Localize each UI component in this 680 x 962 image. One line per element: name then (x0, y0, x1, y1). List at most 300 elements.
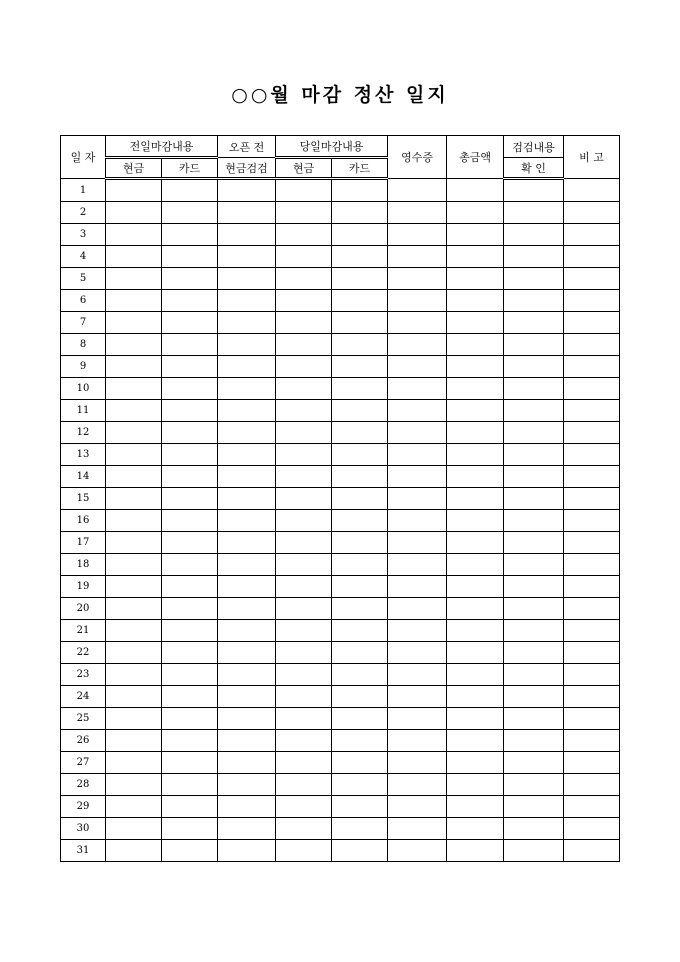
table-row (61, 444, 620, 466)
entry-cell[interactable] (106, 488, 162, 510)
entry-cell[interactable] (564, 444, 620, 466)
entry-cell[interactable] (218, 708, 276, 730)
entry-cell[interactable] (276, 730, 332, 752)
day-number: 19 (61, 576, 106, 598)
entry-cell[interactable] (447, 818, 504, 840)
entry-cell[interactable] (504, 334, 564, 356)
entry-cell[interactable] (388, 224, 447, 246)
entry-cell[interactable] (276, 356, 332, 378)
entry-cell[interactable] (162, 686, 218, 708)
entry-cell[interactable] (332, 334, 388, 356)
entry-cell[interactable] (162, 466, 218, 488)
entry-cell[interactable] (504, 818, 564, 840)
entry-cell[interactable] (276, 334, 332, 356)
entry-cell[interactable] (447, 488, 504, 510)
table-row (61, 290, 620, 312)
entry-cell[interactable] (218, 179, 276, 202)
entry-cell[interactable] (388, 202, 447, 224)
entry-cell[interactable] (504, 466, 564, 488)
entry-cell[interactable] (447, 642, 504, 664)
entry-cell[interactable] (162, 730, 218, 752)
entry-cell[interactable] (162, 444, 218, 466)
entry-cell[interactable] (332, 290, 388, 312)
entry-cell[interactable] (218, 422, 276, 444)
entry-cell[interactable] (447, 400, 504, 422)
entry-cell[interactable] (388, 510, 447, 532)
entry-cell[interactable] (388, 290, 447, 312)
entry-cell[interactable] (504, 179, 564, 202)
entry-cell[interactable] (218, 730, 276, 752)
entry-cell[interactable] (106, 510, 162, 532)
entry-cell[interactable] (276, 510, 332, 532)
entry-cell[interactable] (162, 664, 218, 686)
entry-cell[interactable] (504, 510, 564, 532)
entry-cell[interactable] (106, 730, 162, 752)
entry-cell[interactable] (447, 598, 504, 620)
entry-cell[interactable] (564, 488, 620, 510)
entry-cell[interactable] (447, 664, 504, 686)
entry-cell[interactable] (276, 378, 332, 400)
entry-cell[interactable] (106, 290, 162, 312)
entry-cell[interactable] (218, 466, 276, 488)
entry-cell[interactable] (388, 532, 447, 554)
entry-cell[interactable] (504, 422, 564, 444)
entry-cell[interactable] (332, 598, 388, 620)
entry-cell[interactable] (504, 576, 564, 598)
entry-cell[interactable] (162, 378, 218, 400)
entry-cell[interactable] (162, 400, 218, 422)
entry-cell[interactable] (564, 334, 620, 356)
entry-cell[interactable] (106, 202, 162, 224)
entry-cell[interactable] (162, 576, 218, 598)
entry-cell[interactable] (218, 752, 276, 774)
entry-cell[interactable] (388, 312, 447, 334)
entry-cell[interactable] (106, 708, 162, 730)
entry-cell[interactable] (332, 818, 388, 840)
entry-cell[interactable] (276, 686, 332, 708)
entry-cell[interactable] (332, 312, 388, 334)
entry-cell[interactable] (162, 224, 218, 246)
entry-cell[interactable] (447, 378, 504, 400)
entry-cell[interactable] (218, 224, 276, 246)
entry-cell[interactable] (106, 378, 162, 400)
entry-cell[interactable] (504, 444, 564, 466)
entry-cell[interactable] (332, 620, 388, 642)
entry-cell[interactable] (388, 179, 447, 202)
entry-cell[interactable] (564, 708, 620, 730)
entry-cell[interactable] (276, 664, 332, 686)
entry-cell[interactable] (162, 532, 218, 554)
entry-cell[interactable] (162, 642, 218, 664)
entry-cell[interactable] (504, 246, 564, 268)
entry-cell[interactable] (564, 752, 620, 774)
entry-cell[interactable] (564, 796, 620, 818)
entry-cell[interactable] (447, 334, 504, 356)
entry-cell[interactable] (332, 202, 388, 224)
entry-cell[interactable] (332, 422, 388, 444)
entry-cell[interactable] (162, 598, 218, 620)
entry-cell[interactable] (332, 510, 388, 532)
entry-cell[interactable] (447, 532, 504, 554)
entry-cell[interactable] (276, 774, 332, 796)
entry-cell[interactable] (447, 422, 504, 444)
entry-cell[interactable] (218, 202, 276, 224)
entry-cell[interactable] (162, 202, 218, 224)
entry-cell[interactable] (447, 554, 504, 576)
entry-cell[interactable] (332, 554, 388, 576)
entry-cell[interactable] (388, 708, 447, 730)
entry-cell[interactable] (106, 664, 162, 686)
entry-cell[interactable] (218, 268, 276, 290)
entry-cell[interactable] (447, 179, 504, 202)
entry-cell[interactable] (388, 554, 447, 576)
table-row (61, 554, 620, 576)
entry-cell[interactable] (388, 642, 447, 664)
entry-cell[interactable] (564, 576, 620, 598)
entry-cell[interactable] (276, 576, 332, 598)
entry-cell[interactable] (162, 554, 218, 576)
entry-cell[interactable] (447, 686, 504, 708)
entry-cell[interactable] (162, 422, 218, 444)
entry-cell[interactable] (276, 840, 332, 862)
entry-cell[interactable] (332, 268, 388, 290)
entry-cell[interactable] (388, 818, 447, 840)
entry-cell[interactable] (564, 664, 620, 686)
entry-cell[interactable] (218, 598, 276, 620)
entry-cell[interactable] (332, 796, 388, 818)
entry-cell[interactable] (332, 378, 388, 400)
entry-cell[interactable] (276, 554, 332, 576)
entry-cell[interactable] (447, 356, 504, 378)
entry-cell[interactable] (218, 378, 276, 400)
entry-cell[interactable] (276, 642, 332, 664)
entry-cell[interactable] (504, 488, 564, 510)
day-number: 13 (61, 444, 106, 466)
entry-cell[interactable] (106, 774, 162, 796)
entry-cell[interactable] (388, 400, 447, 422)
entry-cell[interactable] (218, 444, 276, 466)
entry-cell[interactable] (388, 620, 447, 642)
entry-cell[interactable] (332, 356, 388, 378)
entry-cell[interactable] (564, 642, 620, 664)
entry-cell[interactable] (564, 818, 620, 840)
entry-cell[interactable] (504, 598, 564, 620)
entry-cell[interactable] (564, 840, 620, 862)
entry-cell[interactable] (447, 268, 504, 290)
entry-cell[interactable] (388, 664, 447, 686)
entry-cell[interactable] (504, 840, 564, 862)
entry-cell[interactable] (564, 179, 620, 202)
ledger-body (61, 179, 620, 862)
entry-cell[interactable] (504, 796, 564, 818)
entry-cell[interactable] (218, 686, 276, 708)
entry-cell[interactable] (504, 268, 564, 290)
entry-cell[interactable] (162, 774, 218, 796)
entry-cell[interactable] (564, 730, 620, 752)
entry-cell[interactable] (218, 818, 276, 840)
entry-cell[interactable] (162, 708, 218, 730)
day-number: 20 (61, 598, 106, 620)
entry-cell[interactable] (564, 774, 620, 796)
entry-cell[interactable] (162, 312, 218, 334)
entry-cell[interactable] (162, 334, 218, 356)
entry-cell[interactable] (218, 796, 276, 818)
entry-cell[interactable] (504, 400, 564, 422)
table-row (61, 664, 620, 686)
entry-cell[interactable] (504, 356, 564, 378)
entry-cell[interactable] (218, 554, 276, 576)
entry-cell[interactable] (332, 686, 388, 708)
day-number: 21 (61, 620, 106, 642)
entry-cell[interactable] (504, 532, 564, 554)
entry-cell[interactable] (218, 334, 276, 356)
day-number: 5 (61, 268, 106, 290)
entry-cell[interactable] (162, 179, 218, 202)
entry-cell[interactable] (218, 620, 276, 642)
entry-cell[interactable] (447, 840, 504, 862)
entry-cell[interactable] (504, 664, 564, 686)
header-remarks: 비 고 (564, 136, 620, 179)
entry-cell[interactable] (276, 488, 332, 510)
entry-cell[interactable] (564, 268, 620, 290)
entry-cell[interactable] (106, 642, 162, 664)
entry-cell[interactable] (332, 840, 388, 862)
entry-cell[interactable] (564, 378, 620, 400)
entry-cell[interactable] (332, 532, 388, 554)
entry-cell[interactable] (564, 202, 620, 224)
entry-cell[interactable] (388, 752, 447, 774)
entry-cell[interactable] (388, 444, 447, 466)
entry-cell[interactable] (504, 642, 564, 664)
entry-cell[interactable] (162, 290, 218, 312)
entry-cell[interactable] (276, 224, 332, 246)
entry-cell[interactable] (218, 576, 276, 598)
entry-cell[interactable] (504, 202, 564, 224)
entry-cell[interactable] (388, 840, 447, 862)
header-prev-close: 전일마감내용 (106, 136, 218, 158)
entry-cell[interactable] (106, 686, 162, 708)
entry-cell[interactable] (388, 488, 447, 510)
entry-cell[interactable] (106, 532, 162, 554)
entry-cell[interactable] (218, 290, 276, 312)
entry-cell[interactable] (162, 356, 218, 378)
entry-cell[interactable] (332, 752, 388, 774)
day-number: 18 (61, 554, 106, 576)
entry-cell[interactable] (564, 290, 620, 312)
entry-cell[interactable] (564, 400, 620, 422)
entry-cell[interactable] (218, 400, 276, 422)
entry-cell[interactable] (447, 708, 504, 730)
entry-cell[interactable] (106, 356, 162, 378)
entry-cell[interactable] (162, 620, 218, 642)
day-number: 11 (61, 400, 106, 422)
entry-cell[interactable] (564, 686, 620, 708)
entry-cell[interactable] (276, 290, 332, 312)
entry-cell[interactable] (388, 334, 447, 356)
entry-cell[interactable] (504, 312, 564, 334)
entry-cell[interactable] (504, 290, 564, 312)
day-number: 16 (61, 510, 106, 532)
entry-cell[interactable] (447, 510, 504, 532)
entry-cell[interactable] (106, 422, 162, 444)
entry-cell[interactable] (106, 246, 162, 268)
entry-cell[interactable] (276, 202, 332, 224)
entry-cell[interactable] (504, 620, 564, 642)
entry-cell[interactable] (388, 268, 447, 290)
entry-cell[interactable] (447, 246, 504, 268)
entry-cell[interactable] (106, 818, 162, 840)
entry-cell[interactable] (276, 708, 332, 730)
entry-cell[interactable] (388, 356, 447, 378)
entry-cell[interactable] (276, 598, 332, 620)
entry-cell[interactable] (447, 774, 504, 796)
entry-cell[interactable] (162, 818, 218, 840)
entry-cell[interactable] (564, 312, 620, 334)
entry-cell[interactable] (106, 268, 162, 290)
entry-cell[interactable] (218, 510, 276, 532)
entry-cell[interactable] (504, 774, 564, 796)
entry-cell[interactable] (332, 488, 388, 510)
table-row (61, 224, 620, 246)
entry-cell[interactable] (564, 356, 620, 378)
entry-cell[interactable] (162, 510, 218, 532)
entry-cell[interactable] (388, 422, 447, 444)
entry-cell[interactable] (447, 796, 504, 818)
entry-cell[interactable] (388, 466, 447, 488)
entry-cell[interactable] (388, 730, 447, 752)
entry-cell[interactable] (504, 378, 564, 400)
entry-cell[interactable] (564, 224, 620, 246)
entry-cell[interactable] (332, 246, 388, 268)
entry-cell[interactable] (332, 466, 388, 488)
entry-cell[interactable] (276, 179, 332, 202)
entry-cell[interactable] (504, 730, 564, 752)
entry-cell[interactable] (276, 246, 332, 268)
entry-cell[interactable] (106, 334, 162, 356)
entry-cell[interactable] (447, 576, 504, 598)
entry-cell[interactable] (388, 774, 447, 796)
entry-cell[interactable] (504, 708, 564, 730)
entry-cell[interactable] (447, 202, 504, 224)
entry-cell[interactable] (106, 466, 162, 488)
entry-cell[interactable] (218, 642, 276, 664)
entry-cell[interactable] (388, 576, 447, 598)
entry-cell[interactable] (106, 400, 162, 422)
entry-cell[interactable] (218, 246, 276, 268)
entry-cell[interactable] (106, 840, 162, 862)
entry-cell[interactable] (276, 400, 332, 422)
entry-cell[interactable] (564, 466, 620, 488)
entry-cell[interactable] (332, 400, 388, 422)
day-number: 2 (61, 202, 106, 224)
entry-cell[interactable] (332, 444, 388, 466)
entry-cell[interactable] (504, 752, 564, 774)
entry-cell[interactable] (162, 752, 218, 774)
entry-cell[interactable] (276, 752, 332, 774)
entry-cell[interactable] (276, 818, 332, 840)
entry-cell[interactable] (332, 576, 388, 598)
entry-cell[interactable] (332, 730, 388, 752)
entry-cell[interactable] (332, 664, 388, 686)
day-number: 15 (61, 488, 106, 510)
entry-cell[interactable] (447, 444, 504, 466)
entry-cell[interactable] (332, 179, 388, 202)
entry-cell[interactable] (276, 620, 332, 642)
entry-cell[interactable] (504, 554, 564, 576)
entry-cell[interactable] (162, 488, 218, 510)
entry-cell[interactable] (218, 488, 276, 510)
entry-cell[interactable] (332, 708, 388, 730)
entry-cell[interactable] (388, 246, 447, 268)
entry-cell[interactable] (447, 290, 504, 312)
entry-cell[interactable] (564, 554, 620, 576)
entry-cell[interactable] (276, 422, 332, 444)
entry-cell[interactable] (276, 312, 332, 334)
entry-cell[interactable] (218, 774, 276, 796)
entry-cell[interactable] (447, 730, 504, 752)
entry-cell[interactable] (504, 224, 564, 246)
entry-cell[interactable] (388, 686, 447, 708)
entry-cell[interactable] (388, 796, 447, 818)
entry-cell[interactable] (276, 796, 332, 818)
entry-cell[interactable] (162, 268, 218, 290)
entry-cell[interactable] (218, 840, 276, 862)
entry-cell[interactable] (504, 686, 564, 708)
entry-cell[interactable] (564, 510, 620, 532)
table-row (61, 246, 620, 268)
entry-cell[interactable] (106, 598, 162, 620)
entry-cell[interactable] (106, 179, 162, 202)
entry-cell[interactable] (218, 664, 276, 686)
entry-cell[interactable] (106, 620, 162, 642)
entry-cell[interactable] (106, 796, 162, 818)
entry-cell[interactable] (564, 422, 620, 444)
entry-cell[interactable] (564, 246, 620, 268)
entry-cell[interactable] (218, 312, 276, 334)
entry-cell[interactable] (332, 774, 388, 796)
entry-cell[interactable] (106, 576, 162, 598)
entry-cell[interactable] (447, 312, 504, 334)
entry-cell[interactable] (106, 312, 162, 334)
entry-cell[interactable] (106, 444, 162, 466)
entry-cell[interactable] (564, 532, 620, 554)
entry-cell[interactable] (276, 444, 332, 466)
entry-cell[interactable] (447, 224, 504, 246)
entry-cell[interactable] (162, 246, 218, 268)
entry-cell[interactable] (388, 598, 447, 620)
day-number: 8 (61, 334, 106, 356)
entry-cell[interactable] (162, 796, 218, 818)
entry-cell[interactable] (447, 466, 504, 488)
day-number: 3 (61, 224, 106, 246)
entry-cell[interactable] (276, 268, 332, 290)
entry-cell[interactable] (218, 532, 276, 554)
entry-cell[interactable] (276, 532, 332, 554)
entry-cell[interactable] (447, 620, 504, 642)
entry-cell[interactable] (276, 466, 332, 488)
entry-cell[interactable] (564, 598, 620, 620)
entry-cell[interactable] (447, 752, 504, 774)
entry-cell[interactable] (106, 224, 162, 246)
entry-cell[interactable] (106, 554, 162, 576)
entry-cell[interactable] (218, 356, 276, 378)
entry-cell[interactable] (388, 378, 447, 400)
entry-cell[interactable] (564, 620, 620, 642)
entry-cell[interactable] (332, 642, 388, 664)
entry-cell[interactable] (332, 224, 388, 246)
entry-cell[interactable] (162, 840, 218, 862)
entry-cell[interactable] (106, 752, 162, 774)
